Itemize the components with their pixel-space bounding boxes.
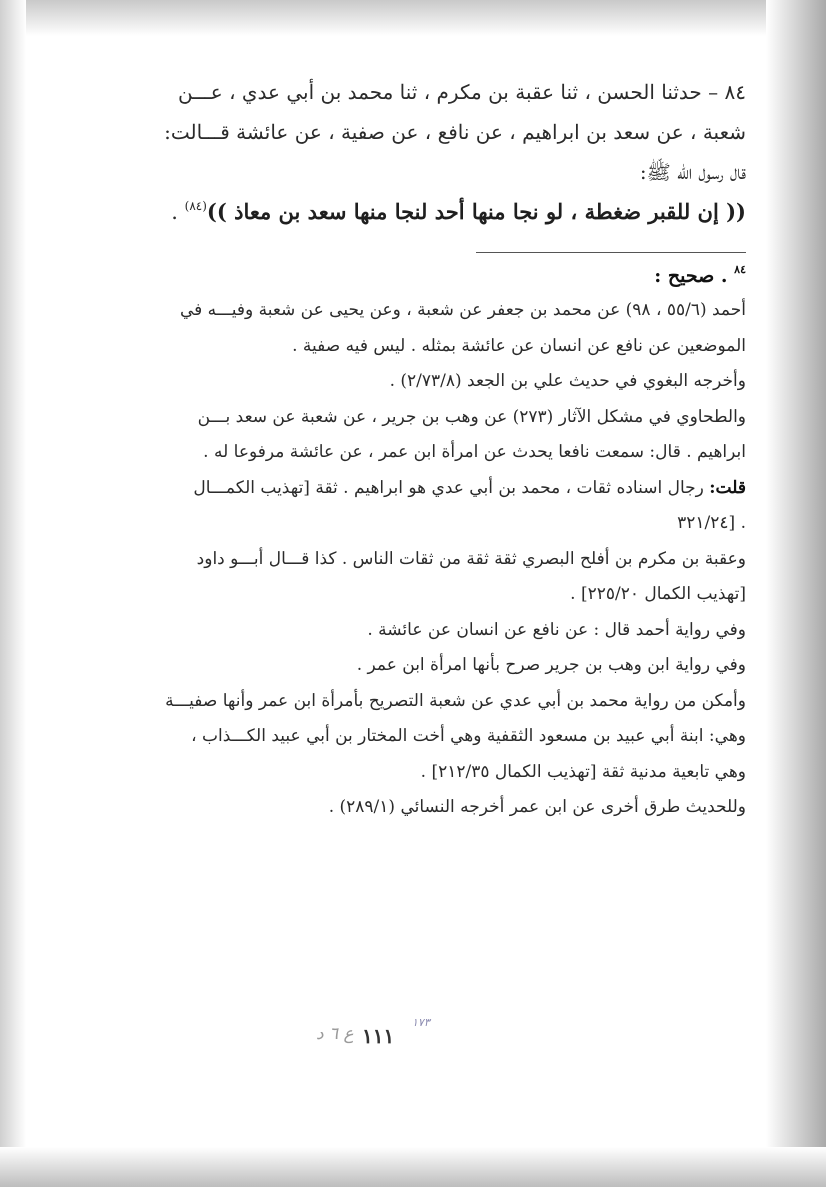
qultu-label: قلت: (709, 477, 746, 498)
footnote-line: [تهذيب الكمال ٢٢٥/٢٠] . (570, 584, 746, 604)
footnote-line: وأمكن من رواية محمد بن أبي عدي عن شعبة التصريح بأمرأة ابن عمر وأنها صفيـــة (165, 690, 746, 711)
footnote-line: والطحاوي في مشكل الآثار (٢٧٣) عن وهب بن جرير ، عن شعبة عن سعد بـــن (197, 406, 746, 427)
handwritten-note-left: ع ٦ د (316, 1024, 354, 1044)
footnote-number: ٨٤ (734, 263, 746, 276)
footnote-line: أحمد (٥٥/٦ ، ٩٨) عن محمد بن جعفر عن شعبة ، وعن يحيى عن شعبة وفيـــه في (179, 300, 746, 320)
footnote-line: ابراهيم . قال: سمعت نافعا يحدث عن امرأة ابن عمر ، عن عائشة مرفوعا له . (203, 442, 746, 462)
scan-shadow-bottom (0, 1147, 826, 1187)
footnote-line: وللحديث طرق أخرى عن ابن عمر أخرجه النسائي (٢٨٩/١) . (328, 797, 746, 817)
footnote-separator (476, 252, 746, 253)
hadith-isnad-line-2: شعبة ، عن سعد بن ابراهيم ، عن نافع ، عن صفية ، عن عائشة قـــالت: (164, 120, 746, 144)
hadith-footnote-ref: (٨٤) (184, 199, 207, 213)
footnote-line: الموضعين عن نافع عن انسان عن عائشة بمثله . ليس فيه صفية . (292, 335, 746, 356)
handwritten-note-right: ١٧٣ (412, 1016, 430, 1029)
footnote-line: وفي رواية أحمد قال : عن نافع عن انسان عن عائشة . (367, 619, 746, 640)
page-number: ١١١ (362, 1024, 395, 1048)
footnote-line: وهي: ابنة أبي عبيد بن مسعود الثقفية وهي أخت المختار بن أبي عبيد الكـــذاب ، (191, 726, 746, 746)
scan-shadow-top (0, 0, 826, 36)
footnote-line: وعقبة بن مكرم بن أفلح البصري ثقة ثقة من ثقات الناس . كذا قـــال أبـــو داود (196, 548, 746, 569)
footnote-line: وأخرجه البغوي في حديث علي بن الجعد (٢/٧٣/٨) . (389, 371, 746, 391)
page-footer (300, 1016, 520, 1056)
hadith-matn-text: (( إن للقبر ضغطة ، لو نجا منها أحد لنجا منها سعد بن معاذ )) (206, 199, 746, 224)
book-page (78, 72, 746, 826)
scan-shadow-right (766, 0, 826, 1187)
footnote-grade (78, 259, 746, 293)
scan-shadow-left (0, 0, 26, 1187)
hadith-isnad-line-3: قال رسول الله ﷺ: (639, 160, 746, 184)
hadith-matn (78, 192, 746, 232)
footnote-grade-label: . صحيح : (654, 265, 728, 287)
footnote-line: وفي رواية ابن وهب بن جرير صرح بأنها امرأة ابن عمر . (356, 655, 746, 675)
footnote-qultu-line (78, 471, 746, 507)
footnote-line: . [٣٢١/٢٤ (677, 513, 746, 533)
qultu-text: رجال اسناده ثقات ، محمد بن أبي عدي هو ابراهيم . ثقة [تهذيب الكمـــال (193, 477, 710, 498)
footnote-line: وهي تابعية مدنية ثقة [تهذيب الكمال ٢١٢/٣٥] . (420, 761, 746, 782)
hadith-matn-end: . (171, 200, 185, 224)
hadith-isnad-line-1: ٨٤ – حدثنا الحسن ، ثنا عقبة بن مكرم ، ثنا محمد بن أبي عدي ، عـــن (177, 80, 746, 104)
